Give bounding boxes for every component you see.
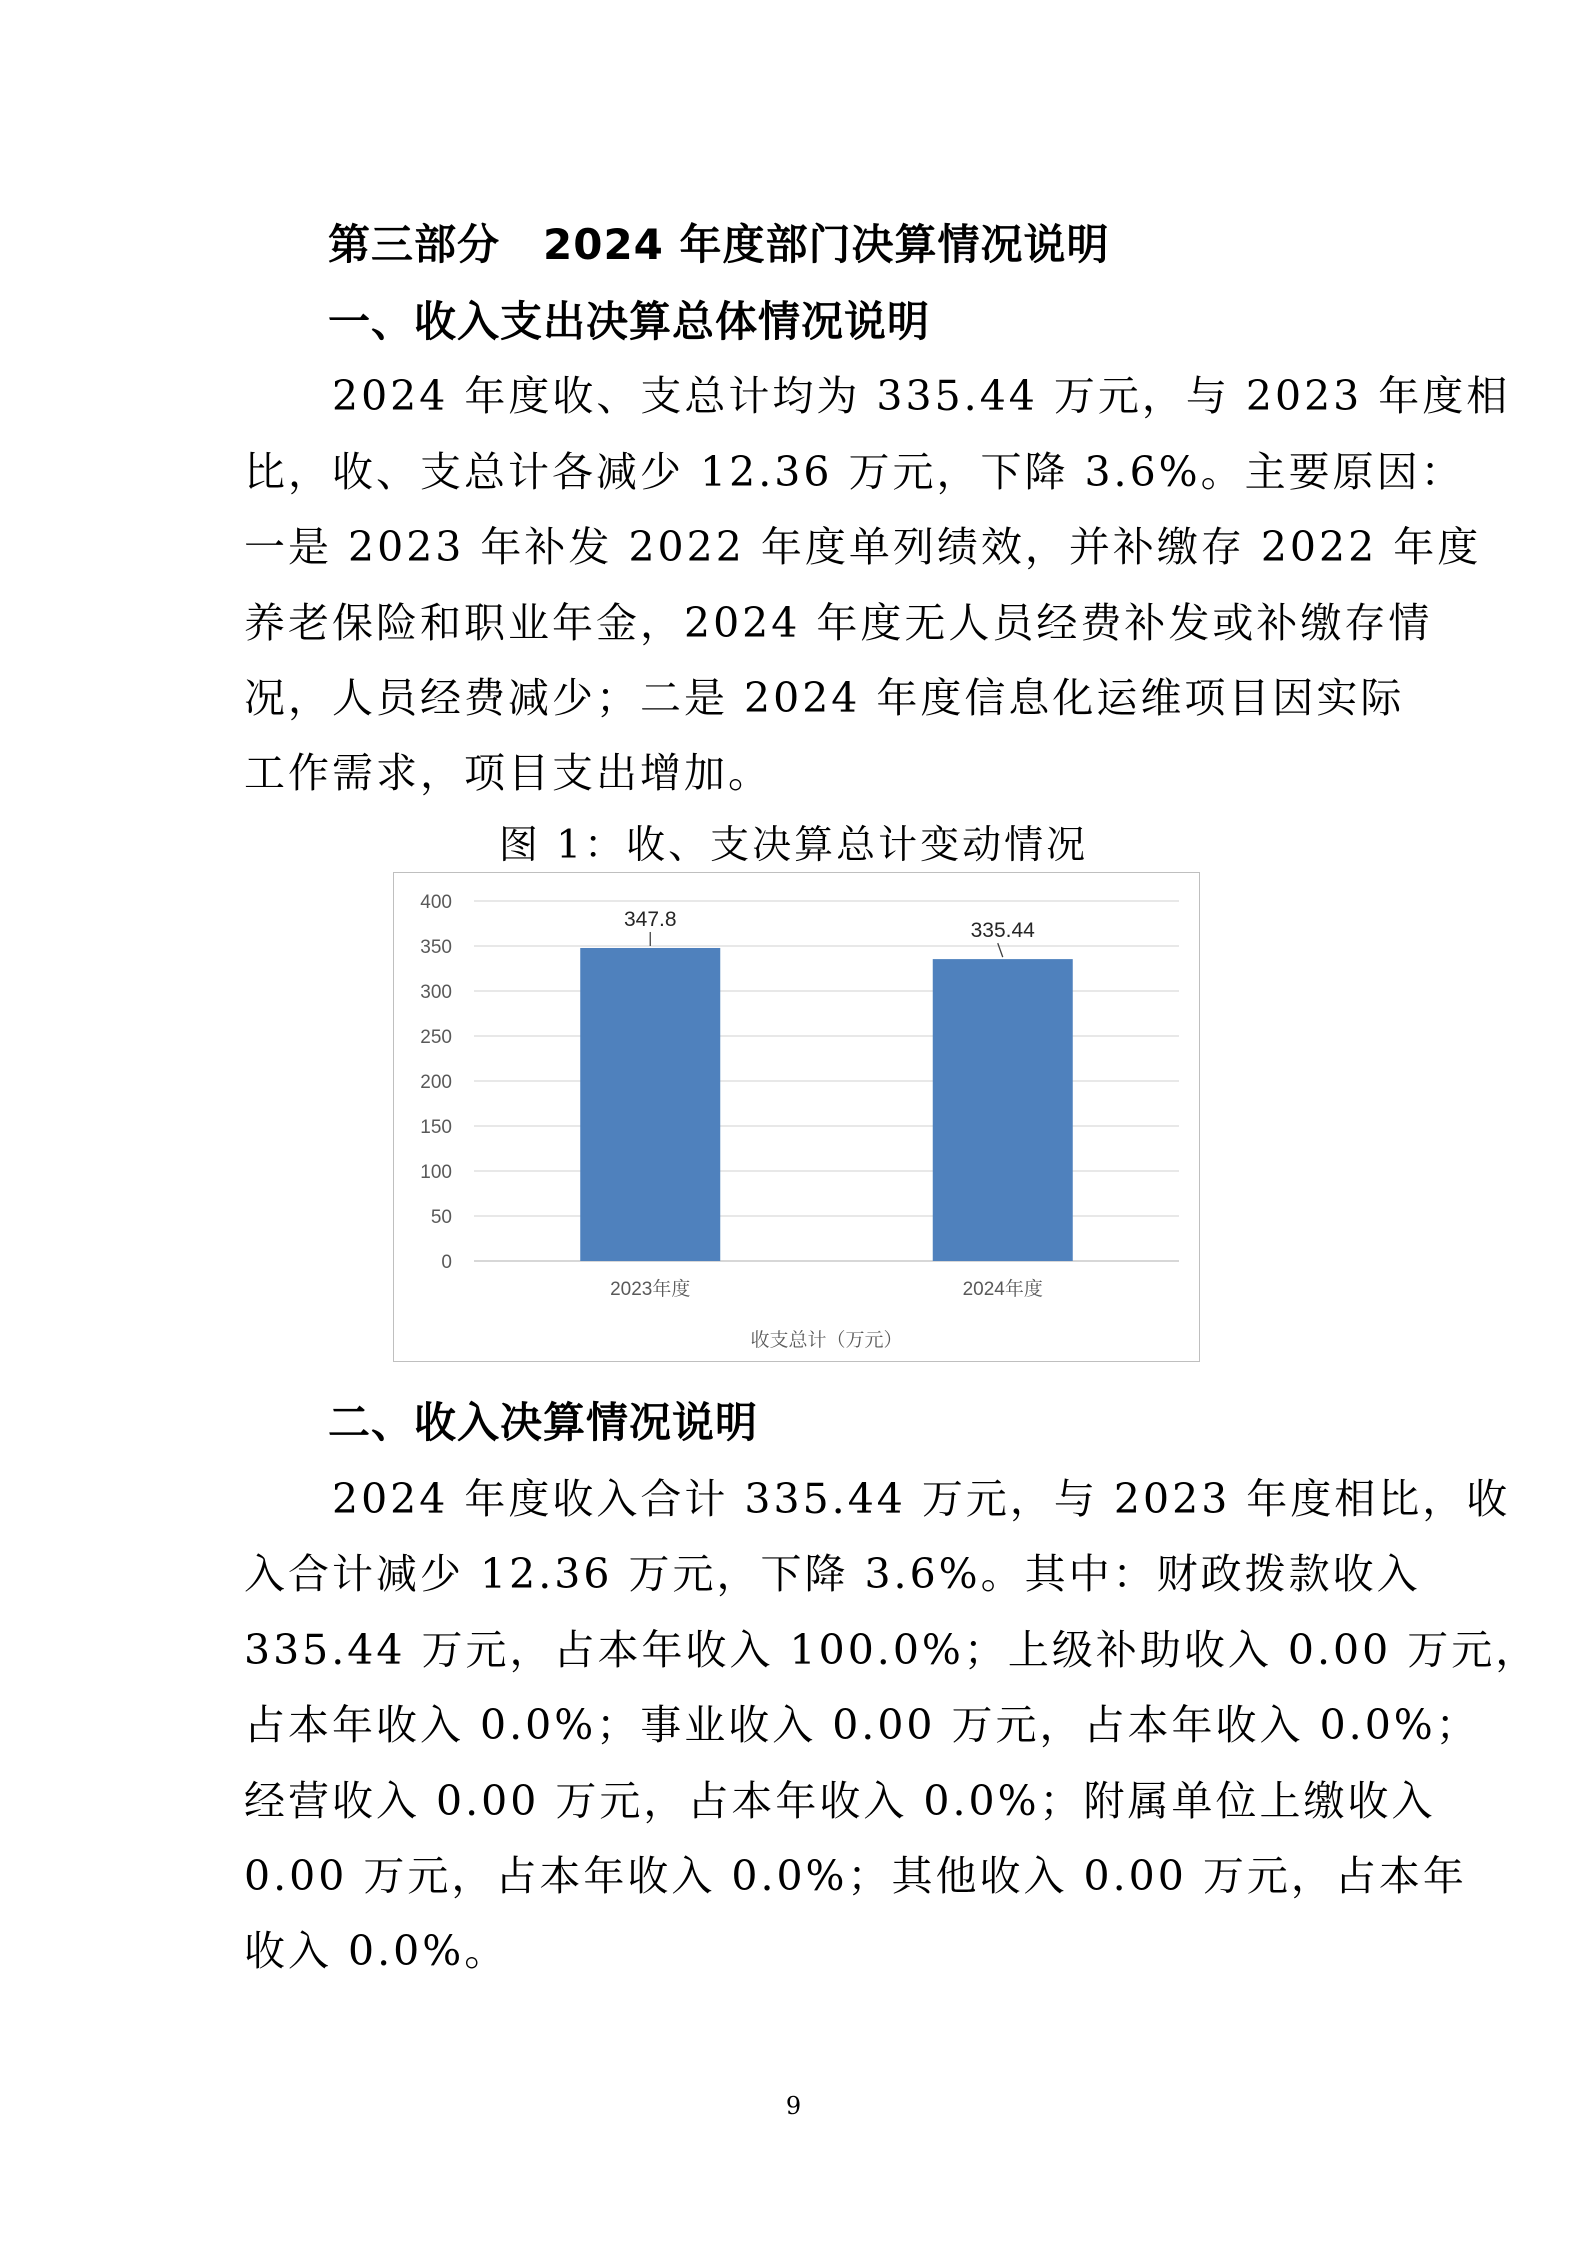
page-number: 9 <box>785 2092 802 2120</box>
paragraph-line: 入合计减少 12.36 万元，下降 3.6%。其中：财政拨款收入 <box>244 1550 1421 1598</box>
section-title: 第三部分 2024 年度部门决算情况说明 <box>328 220 1110 269</box>
paragraph-line: 收入 0.0%。 <box>244 1927 509 1975</box>
heading-income-expenditure-overview: 一、收入支出决算总体情况说明 <box>328 297 931 346</box>
paragraph-line: 工作需求，项目支出增加。 <box>244 749 772 797</box>
y-tick-label: 100 <box>420 1162 452 1183</box>
bar <box>933 959 1073 1261</box>
bar-chart-svg <box>394 873 1199 1361</box>
paragraph-line: 况，人员经费减少；二是 2024 年度信息化运维项目因实际 <box>244 674 1405 722</box>
data-label-leader <box>998 943 1003 957</box>
x-tick-label: 2023年度 <box>610 1279 691 1300</box>
x-axis-title: 收支总计（万元） <box>750 1330 903 1351</box>
y-tick-label: 350 <box>420 937 452 958</box>
y-tick-label: 250 <box>420 1027 452 1048</box>
paragraph-line: 经营收入 0.00 万元，占本年收入 0.0%；附属单位上缴收入 <box>244 1777 1436 1825</box>
y-tick-label: 400 <box>420 892 452 913</box>
x-tick-label: 2024年度 <box>962 1279 1043 1300</box>
data-label: 347.8 <box>623 907 677 931</box>
bar <box>580 948 720 1261</box>
y-tick-label: 0 <box>441 1252 452 1273</box>
y-tick-label: 200 <box>420 1072 452 1093</box>
paragraph-line: 2024 年度收、支总计均为 335.44 万元，与 2023 年度相 <box>244 372 1511 420</box>
y-tick-label: 150 <box>420 1117 452 1138</box>
y-tick-label: 300 <box>420 982 452 1003</box>
paragraph-line: 一是 2023 年补发 2022 年度单列绩效，并补缴存 2022 年度 <box>244 523 1482 571</box>
heading-income-details: 二、收入决算情况说明 <box>328 1398 759 1447</box>
paragraph-line: 0.00 万元，占本年收入 0.0%；其他收入 0.00 万元，占本年 <box>244 1852 1467 1900</box>
paragraph-line: 335.44 万元，占本年收入 100.0%；上级补助收入 0.00 万元， <box>244 1626 1540 1674</box>
paragraph-line: 占本年收入 0.0%；事业收入 0.00 万元，占本年收入 0.0%； <box>244 1701 1480 1749</box>
bar-chart <box>393 872 1200 1362</box>
y-tick-label: 50 <box>430 1207 452 1228</box>
paragraph-line: 养老保险和职业年金，2024 年度无人员经费补发或补缴存情 <box>244 599 1433 647</box>
data-label: 335.44 <box>970 919 1035 943</box>
figure-caption: 图 1：收、支决算总计变动情况 <box>498 823 1089 868</box>
paragraph-line: 比，收、支总计各减少 12.36 万元，下降 3.6%。主要原因： <box>244 448 1465 496</box>
paragraph-line: 2024 年度收入合计 335.44 万元，与 2023 年度相比，收 <box>244 1475 1511 1523</box>
